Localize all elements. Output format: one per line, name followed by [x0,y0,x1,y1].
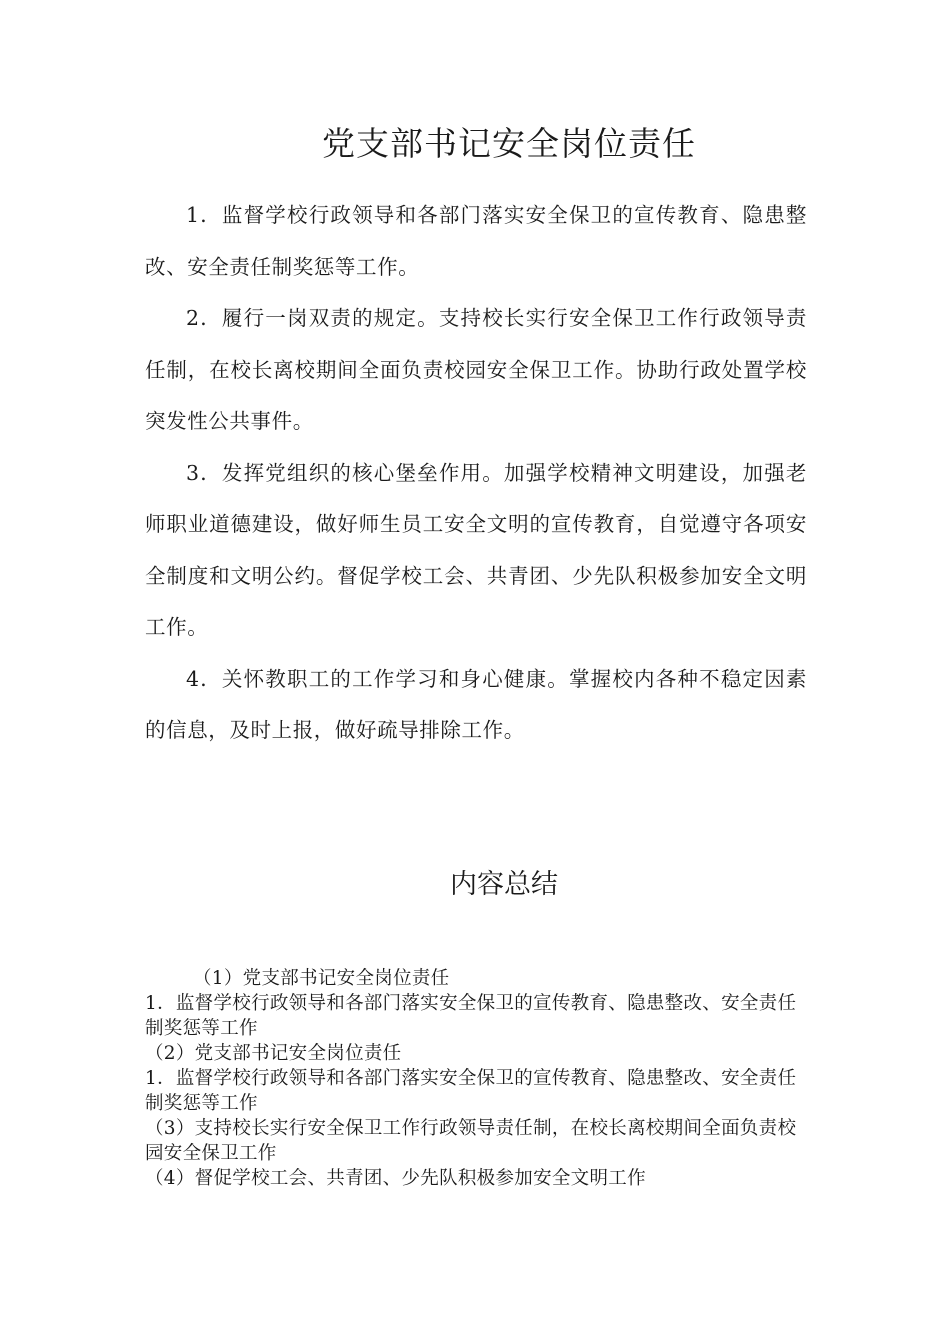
summary-title: 内容总结 [450,869,558,900]
summary-line-1: （1）党支部书记安全岗位责任 [193,968,450,989]
summary-line-4: 1．监督学校行政领导和各部门落实安全保卫的宣传教育、隐患整改、安全责任制奖惩等工作 [145,1068,797,1114]
document-body [145,190,807,757]
paragraph-4: 4．关怀教职工的工作学习和身心健康。掌握校内各种不稳定因素的信息，及时上报，做好疏导排除工作。 [145,666,807,742]
summary-line-6: （4）督促学校工会、共青团、少先队积极参加安全文明工作 [145,1168,646,1189]
summary-line-5: （3）支持校长实行安全保卫工作行政领导责任制，在校长离校期间全面负责校园安全保卫工作 [145,1118,797,1164]
summary-section [145,966,807,1191]
summary-line-3: （2）党支部书记安全岗位责任 [145,1043,402,1064]
summary-line-2: 1．监督学校行政领导和各部门落实安全保卫的宣传教育、隐患整改、安全责任制奖惩等工作 [145,993,797,1039]
paragraph-3: 3．发挥党组织的核心堡垒作用。加强学校精神文明建设，加强老师职业道德建设，做好师生员工安全文明的宣传教育，自觉遵守各项安全制度和文明公约。督促学校工会、共青团、少先队积极参加安全文明工作。 [145,460,807,639]
document-title: 党支部书记安全岗位责任 [322,124,696,163]
paragraph-2: 2．履行一岗双责的规定。支持校长实行安全保卫工作行政领导责任制，在校长离校期间全面负责校园安全保卫工作。协助行政处置学校突发性公共事件。 [145,306,807,433]
paragraph-1: 1．监督学校行政领导和各部门落实安全保卫的宣传教育、隐患整改、安全责任制奖惩等工作。 [145,203,807,279]
